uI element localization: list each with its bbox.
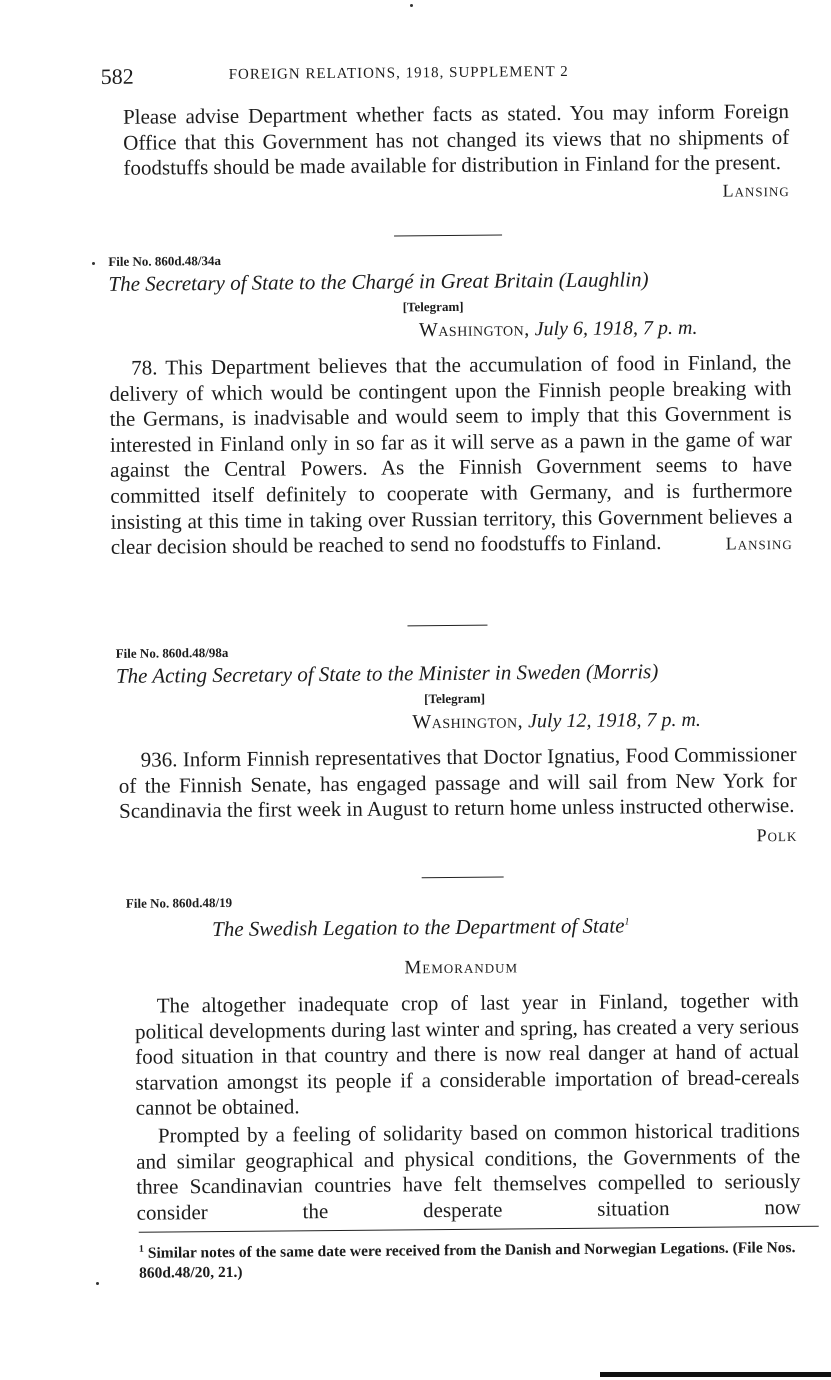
running-title: FOREIGN RELATIONS, 1918, SUPPLEMENT 2 (228, 63, 569, 83)
file-number: File No. 860d.48/19 (125, 894, 233, 911)
memorandum-text-2: Prompted by a feeling of solidarity based on common historical traditions and similar geographical and physical conditions, the Governments of the three Scandinavian countries have felt themselves compelled to seriously consider the desperate situation now (136, 1117, 801, 1225)
telegram-label: [Telegram] (402, 298, 464, 315)
footnote-reference: 1 (624, 916, 630, 928)
memorandum-paragraph (136, 1118, 801, 1226)
scan-speck (96, 1282, 99, 1285)
telegram-text: 936. Inform Finnish representatives that Doctor Ignatius, Food Commissioner of the Finnish Senate, has engaged passage and will sail from New York for Scandinavia the first week in August to return home unless instructed otherwise. (118, 741, 797, 824)
document-page (100, 0, 802, 1380)
footnote-text: Similar notes of the same date were received from the Danish and Norwegian Legations. (File Nos. 860d.48/20, 21.) (139, 1239, 796, 1282)
document-title: The Secretary of State to the Chargé in Great Britain (Laughlin) (108, 267, 649, 296)
running-header (101, 54, 791, 90)
footnote-separator (139, 1226, 819, 1233)
document-title (212, 913, 630, 942)
memorandum-paragraph (135, 988, 800, 1122)
section-divider (394, 235, 502, 237)
section-divider (422, 877, 504, 879)
document-title-text: The Swedish Legation to the Department of State (212, 913, 625, 942)
footnote-mark: 1 (138, 1243, 144, 1255)
memorandum-heading: Memorandum (404, 956, 519, 979)
dateline (412, 709, 701, 735)
scan-speck (92, 262, 95, 265)
continuation-text: Please advise Department whether facts as stated. You may inform Foreign Office that this Government has not changed its views that no shipments of foodstuffs should be made available for distribution in Finland for the present. (122, 98, 790, 180)
dateline-date: July 12, 1918, 7 p. m. (528, 708, 701, 733)
file-number: File No. 860d.48/34a (108, 252, 222, 269)
dateline-date: July 6, 1918, 7 p. m. (534, 316, 698, 341)
signature-lansing-2: Lansing (725, 533, 793, 554)
page-number: 582 (100, 63, 134, 89)
continuation-paragraph (123, 99, 790, 209)
dateline-place: Washington, (418, 318, 530, 342)
scan-speck (410, 4, 413, 7)
telegram-label: [Telegram] (424, 690, 486, 707)
signature-polk: Polk (756, 824, 798, 846)
memorandum-text-1: The altogether inadequate crop of last year in Finland, together with political developments during last winter and spring, has created a very serious food situation in that country and there is now real danger at hand of actual starvation amongst its people if a considerable importation of bread-cereals cannot be obtained. (134, 987, 800, 1121)
section-divider (407, 625, 487, 627)
telegram-body (109, 350, 793, 563)
file-number: File No. 860d.48/98a (115, 644, 229, 661)
scan-edge-line (600, 1372, 831, 1377)
footnote (139, 1234, 819, 1284)
document-title: The Acting Secretary of State to the Minister in Sweden (Morris) (115, 659, 659, 688)
telegram-text: 78. This Department believes that the accumulation of food in Finland, the delivery of which would be contingent upon the Finnish people breaking with the Germans, is inadvisable and would seem to imply that this Government is interested in Finland only in so far as it will serve as a pawn in the game of war against the Central Powers. As the Finnish Government seems to have committed itself definitely to cooperate with Germany, and is furthermore insisting at this time in taking over Russian territory, this Government believes a clear decision should be reached to send no foodstuffs to Finland. (109, 349, 793, 560)
telegram-body (119, 742, 798, 854)
dateline-place: Washington, (412, 710, 524, 734)
signature-lansing-1: Lansing (722, 179, 790, 201)
dateline (419, 317, 698, 342)
